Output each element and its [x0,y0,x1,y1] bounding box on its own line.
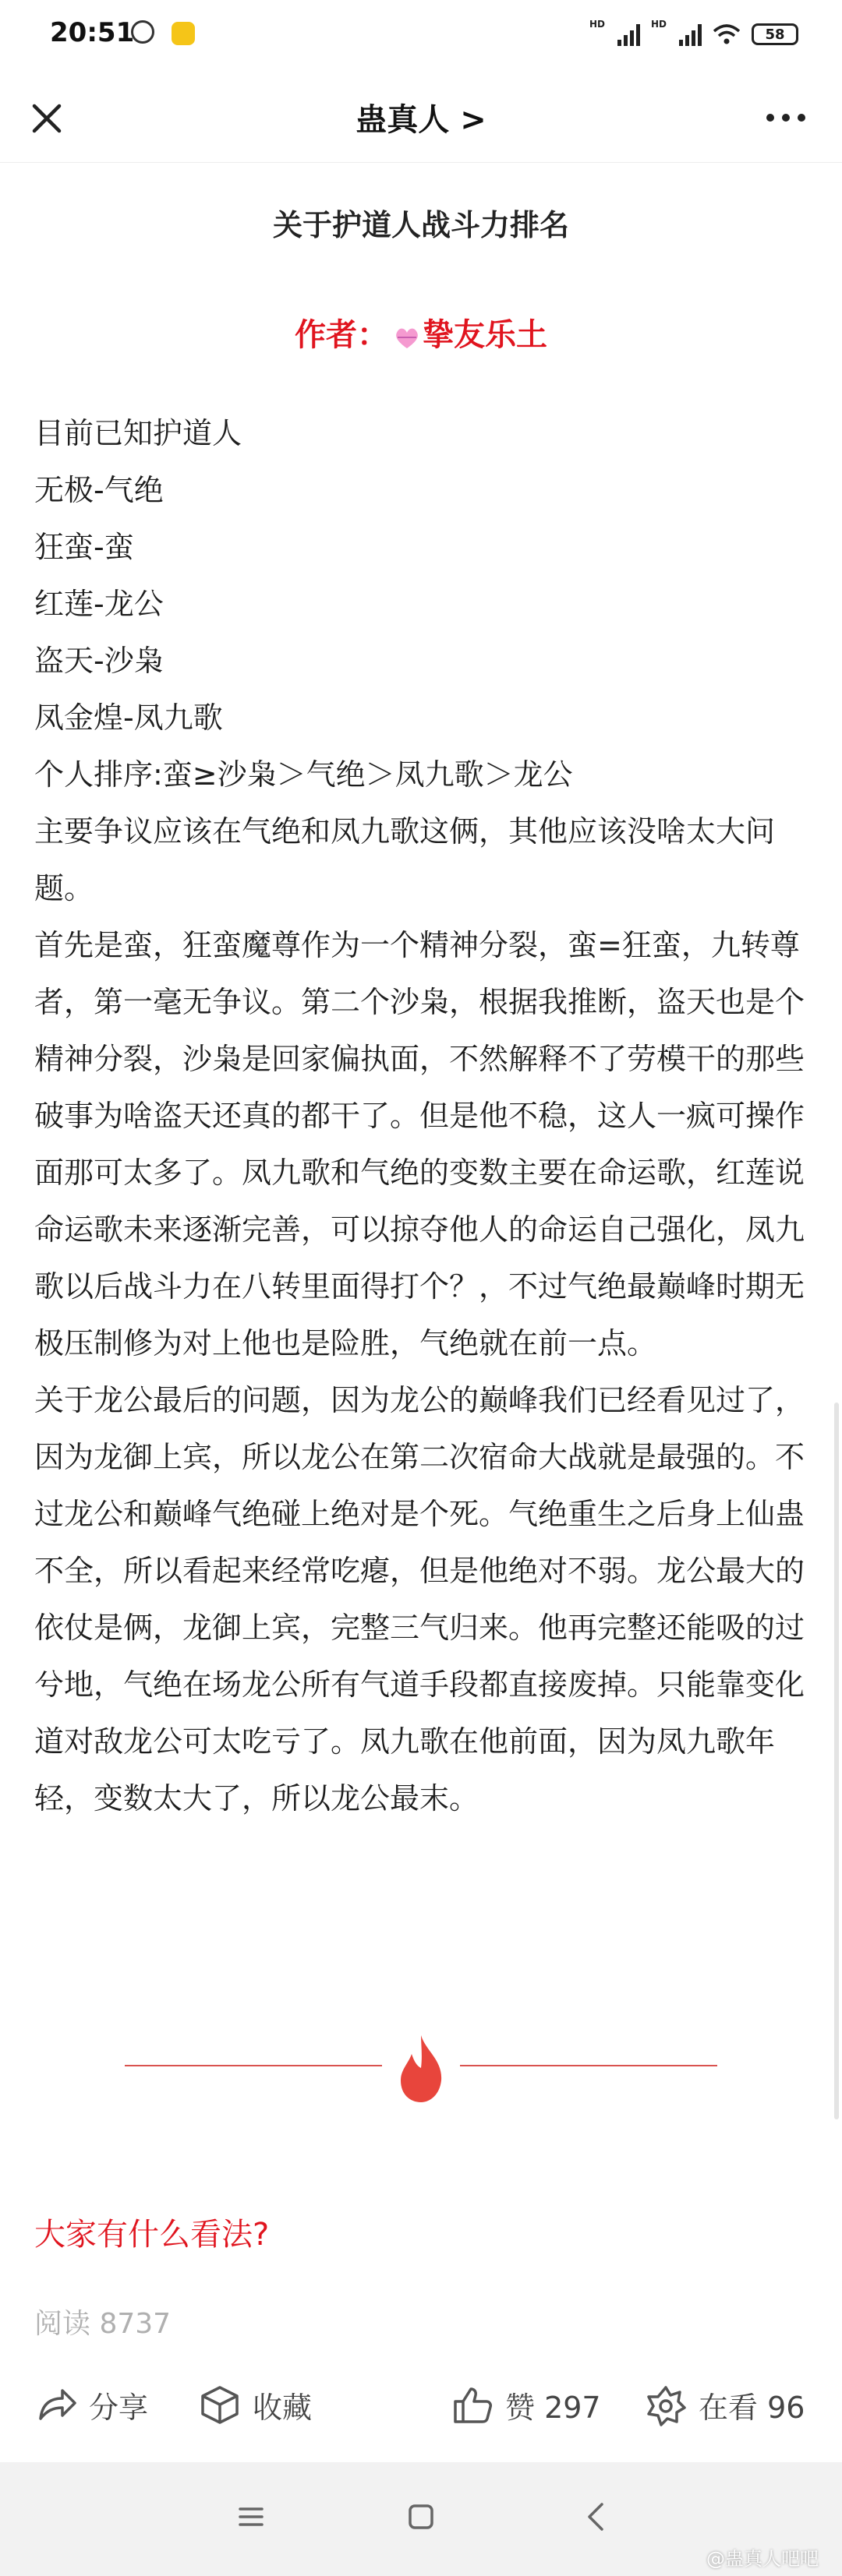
network-type-label: HD [589,19,605,30]
paragraph: 关于龙公最后的问题，因为龙公的巅峰我们已经看见过了，因为龙御上宾，所以龙公在第二次宿命大战就是最强的。不过龙公和巅峰气绝碰上绝对是个死。气绝重生之后身上仙蛊不全，所以看起来经常吃瘪，但是他绝对不弱。龙公最大的依仗是俩，龙御上宾，完整三气归来。他再完整还能吸的过兮地，气绝在场龙公所有气道手段都直接废掉。只能靠变化道对敌龙公可太吃亏了。凤九歌在他前面，因为凤九歌年轻，变数太大了，所以龙公最末。 [34,1383,805,1816]
system-nav-bar [0,2462,842,2576]
paragraph: 主要争议应该在气绝和凤九歌这俩，其他应该没啥太大问题。 [34,814,776,905]
flower-icon [644,2383,688,2426]
paragraph: 盗天-沙枭 [34,644,164,678]
author-line [0,310,842,355]
favorite-label: 收藏 [253,2390,313,2425]
like-label: 赞 297 [505,2390,601,2425]
paragraph: 红莲-龙公 [34,587,164,621]
watermark: @蛊真人吧吧 [706,2548,819,2570]
flame-icon [394,2032,448,2104]
alarm-icon [131,20,154,44]
action-bar [0,2369,842,2454]
status-bar [0,0,842,75]
read-count: 阅读 8737 [34,2308,172,2340]
paragraph: 个人排序:蛮≥沙枭＞气绝＞凤九歌＞龙公 [34,757,573,792]
more-options-icon[interactable] [761,98,811,137]
menu-icon[interactable] [228,2493,274,2540]
paragraph: 目前已知护道人 [34,416,242,450]
favorite-button[interactable] [198,2383,312,2426]
heart-icon [393,326,421,350]
battery-icon: 58 [752,23,798,45]
home-icon[interactable] [398,2493,444,2540]
looking-label: 在看 96 [699,2390,805,2425]
account-title[interactable]: 蛊真人 > [356,102,486,138]
discussion-question: 大家有什么看法? [34,2217,270,2253]
author-name: 挚友乐土 [423,317,547,353]
signal-icon [617,23,640,46]
share-icon [34,2383,78,2426]
paragraph: 狂蛮-蛮 [34,530,134,564]
status-time: 20:51 [50,17,135,48]
title-bar [0,75,842,163]
wifi-icon [713,23,741,45]
paragraph: 无极-气绝 [34,473,164,507]
section-divider [125,2032,717,2110]
like-button[interactable] [451,2383,601,2426]
share-button[interactable] [34,2383,148,2426]
notification-app-icon [172,22,195,45]
article-title: 关于护道人战斗力排名 [272,208,569,242]
paragraph: 首先是蛮，狂蛮魔尊作为一个精神分裂，蛮=狂蛮，九转尊者，第一毫无争议。第二个沙枭，根据我推断，盗天也是个精神分裂，沙枭是回家偏执面，不然解释不了劳模干的那些破事为啥盗天还真的都干了。但是他不稳，这人一疯可操作面那可太多了。凤九歌和气绝的变数主要在命运歌，红莲说命运歌未来逐渐完善，可以掠夺他人的命运自己强化，凤九歌以后战斗力在八转里面得打个？，不过气绝最巅峰时期无极压制修为对上他也是险胜，气绝就在前一点。 [34,928,805,1360]
back-icon[interactable] [574,2493,621,2540]
looking-button[interactable] [644,2383,805,2426]
cube-icon [198,2383,242,2426]
signal-icon-2 [679,23,702,46]
author-label: 作者： [295,317,388,353]
share-label: 分享 [89,2390,149,2425]
article-body [34,405,811,1827]
network-type-label-2: HD [650,19,667,30]
thumbs-up-icon [451,2383,494,2426]
scrollbar[interactable] [834,1403,839,2119]
paragraph: 凤金煌-凤九歌 [34,700,223,735]
